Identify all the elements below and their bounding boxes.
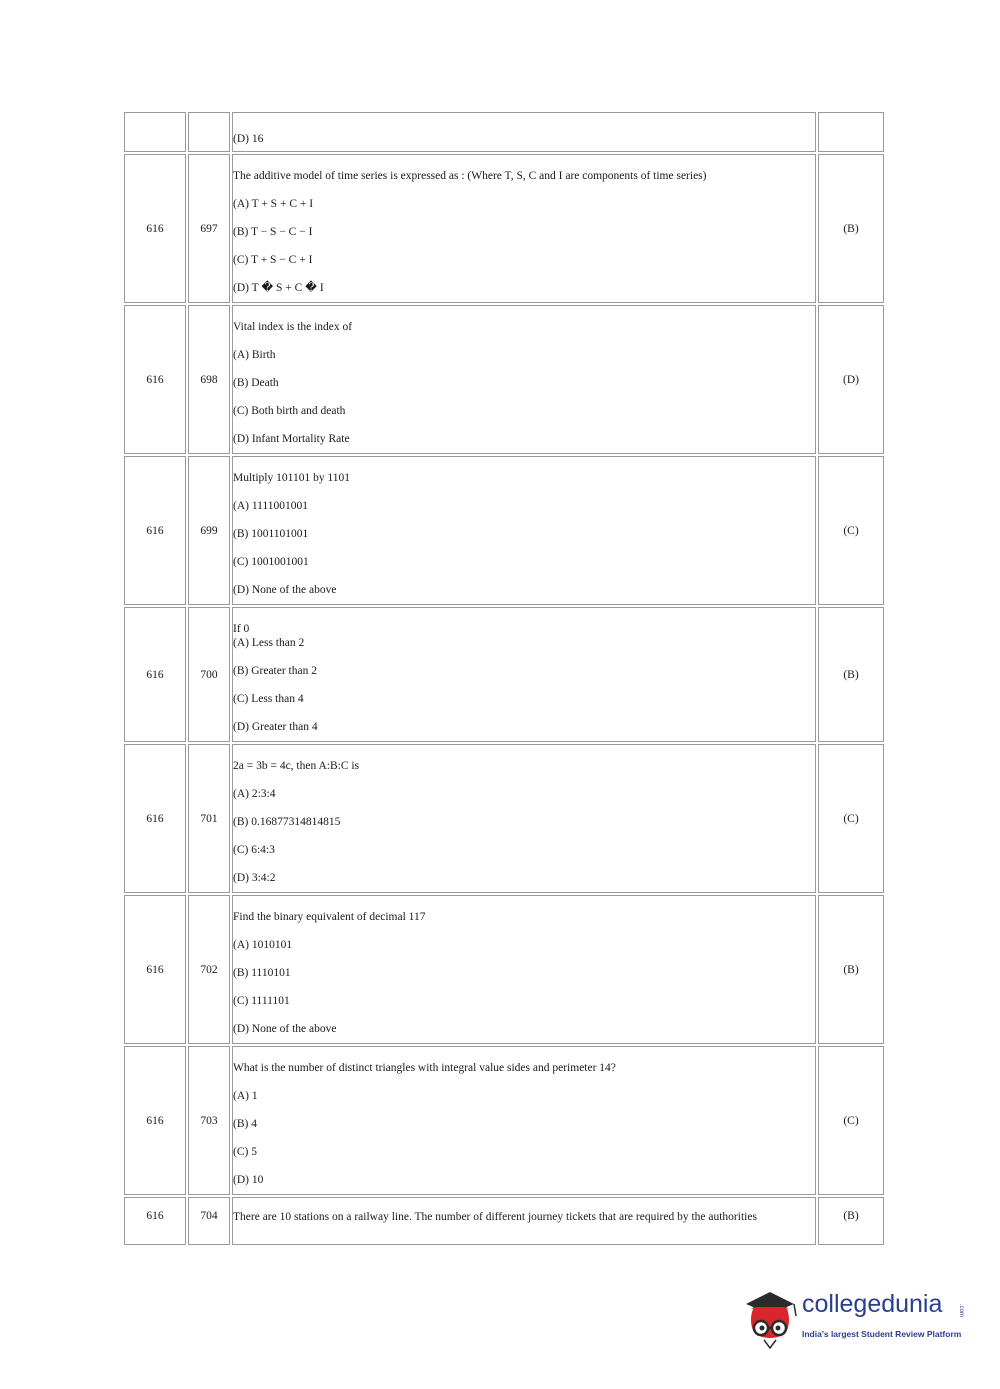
question-text: Find the binary equivalent of decimal 117 xyxy=(233,911,426,923)
option-a: (A) 1111001001 xyxy=(233,500,309,512)
question-text: What is the number of distinct triangles with integral value sides and perimeter 14? xyxy=(233,1062,616,1074)
logo-domain-suffix: .com xyxy=(958,1304,964,1318)
option-a: (A) 1010101 xyxy=(233,939,293,951)
question-number-cell: 701 xyxy=(188,744,230,893)
answer-cell: (B) xyxy=(818,154,884,303)
question-number-cell xyxy=(188,112,230,152)
answer-cell: (C) xyxy=(818,456,884,605)
option-a: (A) 1 xyxy=(233,1090,258,1102)
table-row xyxy=(124,112,884,152)
option-c: (C) 1001001001 xyxy=(233,556,309,568)
question-cell xyxy=(232,895,816,1044)
question-cell xyxy=(232,154,816,303)
paper-code-cell: 616 xyxy=(124,895,186,1044)
paper-code-cell: 616 xyxy=(124,305,186,454)
question-number-cell: 702 xyxy=(188,895,230,1044)
paper-code-cell: 616 xyxy=(124,744,186,893)
option-a: (A) T + S + C + I xyxy=(233,198,314,210)
option-d: (D) 3:4:2 xyxy=(233,872,276,884)
paper-code-cell: 616 xyxy=(124,456,186,605)
table-row xyxy=(124,1197,884,1245)
option-b: (B) 4 xyxy=(233,1118,257,1130)
option-d: (D) Greater than 4 xyxy=(233,721,318,733)
question-text: Multiply 101101 by 1101 xyxy=(233,472,351,484)
option-d: (D) 10 xyxy=(233,1174,264,1186)
table-row xyxy=(124,1046,884,1195)
option-c: (C) 1111101 xyxy=(233,995,290,1007)
logo-brand-name: collegedunia xyxy=(802,1290,943,1318)
question-cell xyxy=(232,112,816,152)
table-row xyxy=(124,607,884,742)
question-number-cell: 698 xyxy=(188,305,230,454)
paper-code-cell xyxy=(124,112,186,152)
question-cell xyxy=(232,1046,816,1195)
option-a: (A) 2:3:4 xyxy=(233,788,276,800)
table-row xyxy=(124,895,884,1044)
logo-tagline: India's largest Student Review Platform xyxy=(802,1329,962,1339)
option-c: (C) 5 xyxy=(233,1146,257,1158)
question-text: The additive model of time series is expressed as : (Where T, S, C and I are components of time series) xyxy=(233,170,707,182)
question-text: If 0 xyxy=(233,623,250,635)
question-cell xyxy=(232,607,816,742)
paper-code-cell: 616 xyxy=(124,1046,186,1195)
answer-cell: (C) xyxy=(818,744,884,893)
question-text: There are 10 stations on a railway line. The number of different journey tickets that are required by the authorities xyxy=(233,1211,757,1223)
option-d: (D) 16 xyxy=(233,133,264,145)
option-a: (A) Birth xyxy=(233,349,276,361)
question-cell xyxy=(232,456,816,605)
option-c: (C) T + S − C + I xyxy=(233,254,313,266)
paper-code-cell: 616 xyxy=(124,154,186,303)
option-c: (C) Both birth and death xyxy=(233,405,346,417)
table-row xyxy=(124,305,884,454)
option-b: (B) 0.16877314814815 xyxy=(233,816,341,828)
answer-cell: (B) xyxy=(818,607,884,742)
question-text: Vital index is the index of xyxy=(233,321,353,333)
question-table xyxy=(122,110,886,1247)
option-a: (A) Less than 2 xyxy=(233,637,305,649)
question-cell xyxy=(232,744,816,893)
question-cell xyxy=(232,305,816,454)
question-cell xyxy=(232,1197,816,1245)
table-row xyxy=(124,744,884,893)
option-d: (D) None of the above xyxy=(233,1023,337,1035)
question-number-cell: 704 xyxy=(188,1197,230,1245)
question-text: 2a = 3b = 4c, then A:B:C is xyxy=(233,760,360,772)
question-table-container xyxy=(122,110,886,1247)
option-b: (B) T − S − C − I xyxy=(233,226,313,238)
answer-cell: (D) xyxy=(818,305,884,454)
paper-code-cell: 616 xyxy=(124,1197,186,1245)
mascot-icon xyxy=(740,1282,802,1352)
answer-cell: (B) xyxy=(818,895,884,1044)
option-d: (D) Infant Mortality Rate xyxy=(233,433,350,445)
option-b: (B) Greater than 2 xyxy=(233,665,317,677)
option-b: (B) 1110101 xyxy=(233,967,291,979)
question-number-cell: 699 xyxy=(188,456,230,605)
collegedunia-logo xyxy=(740,1282,970,1352)
option-b: (B) Death xyxy=(233,377,279,389)
option-c: (C) Less than 4 xyxy=(233,693,304,705)
option-b: (B) 1001101001 xyxy=(233,528,309,540)
table-row xyxy=(124,154,884,303)
answer-cell: (B) xyxy=(818,1197,884,1245)
question-number-cell: 700 xyxy=(188,607,230,742)
option-d: (D) None of the above xyxy=(233,584,337,596)
question-number-cell: 703 xyxy=(188,1046,230,1195)
answer-cell xyxy=(818,112,884,152)
option-c: (C) 6:4:3 xyxy=(233,844,275,856)
paper-code-cell: 616 xyxy=(124,607,186,742)
question-number-cell: 697 xyxy=(188,154,230,303)
table-row xyxy=(124,456,884,605)
option-d: (D) T � S + C � I xyxy=(233,282,324,294)
answer-cell: (C) xyxy=(818,1046,884,1195)
